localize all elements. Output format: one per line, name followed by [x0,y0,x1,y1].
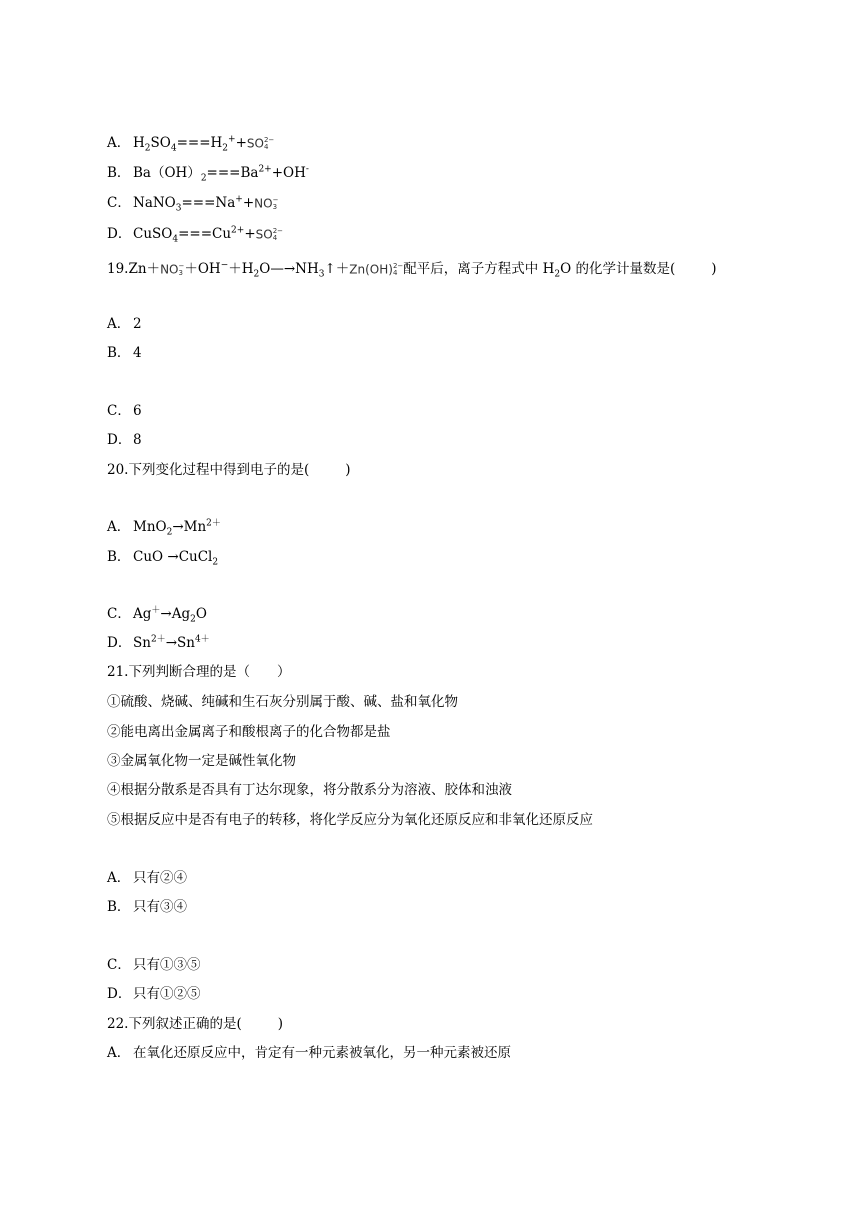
q18-option-a: A． $H_2SO_4===H_2^++SO$ 2− 4 [107,134,275,154]
q21-option-d: D． 只有①②⑤ [107,986,201,1002]
q19-stem: 19.Zn＋NO − 3 $+OH^-+H_2O—\to NH_3↑+Zn(OH)$ 2− 4 配平后，离子方程式中 $H_2O$ 的化学计量数是( ) [107,260,717,280]
q18-option-b: B． $Ba(OH)_2===Ba^{2+}+OH^-$ [107,164,309,184]
q21-statement-1: ①硫酸、烧碱、纯碱和生石灰分别属于酸、碱、盐和氧化物 [107,694,458,710]
q21-stem: 21.下列判断合理的是（ ） [107,664,291,680]
zincate-ion: Zn(OH) 2− 4 [349,261,404,277]
option-letter: B． [107,165,131,181]
nitrate-ion: NO − 3 [160,261,185,277]
q20-stem: 20.下列变化过程中得到电子的是( ) [107,462,351,478]
q19-option-d: D． 8 [107,432,142,448]
option-letter: C． [107,195,131,211]
option-letter: A． [107,135,131,151]
sulfate-ion: SO 2− 4 [246,135,275,151]
q21-statement-5: ⑤根据反应中是否有电子的转移，将化学反应分为氧化还原反应和非氧化还原反应 [107,812,593,828]
q22-stem: 22.下列叙述正确的是( ) [107,1016,284,1032]
q20-option-d: D． $Sn^{2+}\to Sn^{4+}$ [107,634,210,651]
q21-option-a: A． 只有②④ [107,870,187,886]
q20-option-a: A． $MnO_2\to Mn^{2+}$ [107,518,221,538]
q20-option-c: C． $Ag^+\to Ag_2O$ [107,605,207,625]
sulfate-ion: SO 2− 4 [255,226,284,242]
q21-statement-2: ②能电离出金属离子和酸根离子的化合物都是盐 [107,724,391,740]
q19-option-b: B． 4 [107,345,142,361]
option-letter: D． [107,226,132,242]
q18-option-c: C． NaNO$_3$===Na++NO − 3 [107,194,279,214]
nitrate-ion: NO − 3 [254,195,279,211]
q19-option-c: C． 6 [107,403,142,419]
q22-option-a: A． 在氧化还原反应中，肯定有一种元素被氧化，另一种元素被还原 [107,1045,511,1061]
question-number: 19. [107,261,129,277]
q21-option-c: C． 只有①③⑤ [107,957,201,973]
q19-option-a: A． 2 [107,316,142,332]
q21-statement-4: ④根据分散系是否具有丁达尔现象，将分散系分为溶液、胶体和浊液 [107,782,512,798]
q18-option-d: D． $CuSO_4===Cu^{2+}+SO$ 2− 4 [107,225,284,245]
q21-option-b: B． 只有③④ [107,899,187,915]
q20-option-b: B． CuO →CuCl$_2$ [107,549,219,568]
q21-statement-3: ③金属氧化物一定是碱性氧化物 [107,753,296,769]
